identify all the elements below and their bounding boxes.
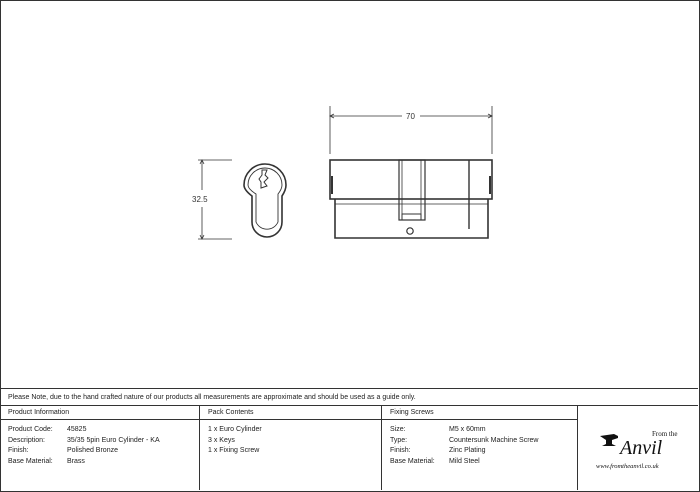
- screw-type-row: Type: Countersunk Machine Screw: [390, 436, 539, 444]
- fixing-screws-heading: Fixing Screws: [382, 406, 577, 420]
- measurement-note: Please Note, due to the hand crafted nature of our products all measurements are approximate and should be used as a guide only.: [0, 388, 698, 406]
- info-table: [0, 406, 698, 490]
- product-code-row: Product Code: 45825: [8, 426, 87, 433]
- screw-base-material-row: Base Material: Mild Steel: [390, 457, 480, 465]
- finish-row: Finish: Polished Bronze: [8, 447, 118, 454]
- anvil-icon: [600, 434, 618, 446]
- height-dimension-label: 32.5: [192, 195, 208, 204]
- product-information-heading: Product Information: [0, 406, 199, 420]
- cylinder-side-profile: [330, 160, 492, 238]
- pack-item: 1 x Fixing Screw: [208, 447, 260, 454]
- logo-brand: Anvil: [620, 437, 663, 459]
- screw-finish-row: Finish: Zinc Plating: [390, 447, 486, 454]
- pack-contents-heading: Pack Contents: [200, 406, 381, 420]
- base-material-row: Base Material: Brass: [8, 457, 85, 465]
- pack-item: 3 x Keys: [208, 436, 235, 444]
- logo-from-the: From the: [652, 430, 678, 438]
- logo-url: www.fromtheanvil.co.uk: [596, 463, 659, 470]
- cylinder-front-profile: [244, 164, 286, 237]
- brand-logo: [578, 406, 698, 490]
- anvil-logo: [594, 426, 684, 472]
- product-information-section: [0, 406, 200, 490]
- width-dimension-label: 70: [406, 112, 415, 121]
- fixing-screws-section: [382, 406, 578, 490]
- pack-contents-section: [200, 406, 382, 490]
- pack-item: 1 x Euro Cylinder: [208, 426, 262, 433]
- screw-size-row: Size: M5 x 60mm: [390, 426, 486, 433]
- description-row: Description: 35/35 5pin Euro Cylinder - KA: [8, 436, 160, 444]
